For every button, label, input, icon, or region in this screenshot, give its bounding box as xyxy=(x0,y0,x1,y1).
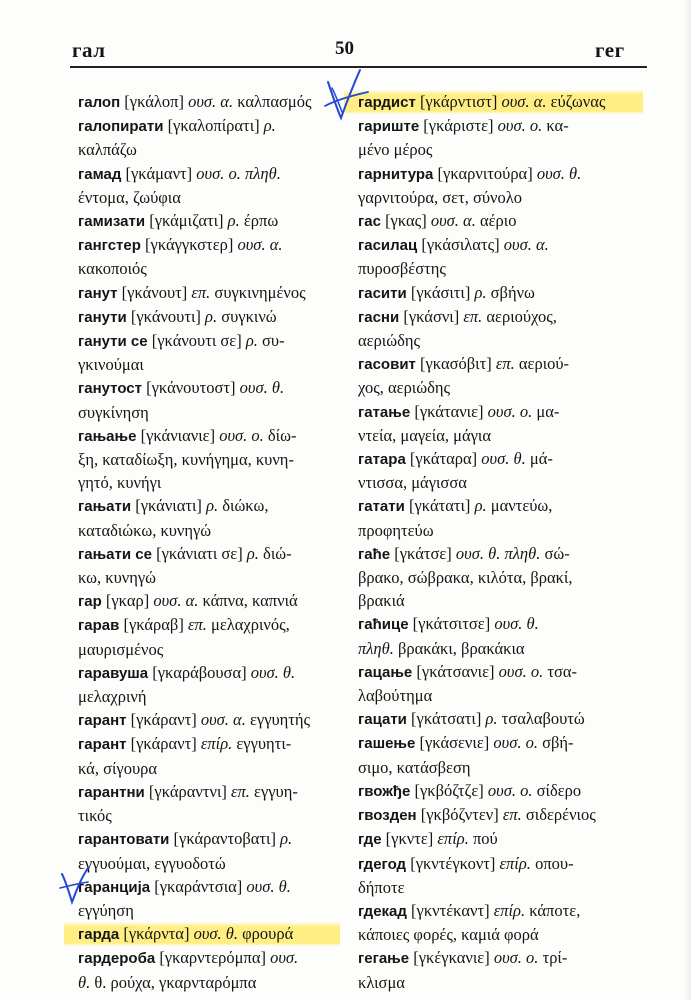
entry-grammar-abbrev: επίρ. xyxy=(200,734,233,754)
entry-transliteration: [γκάτανιε] xyxy=(414,401,484,421)
entry-headword: гарантовати xyxy=(78,831,170,849)
entry-translation: διώκω, xyxy=(222,496,269,516)
entry-headword: гањање xyxy=(78,427,137,445)
entry-translation: αέριο xyxy=(479,211,517,231)
entry-headword: ганути се xyxy=(78,333,148,351)
entry-translation: θ. ρούχα, γκαρνταρόμπα xyxy=(94,972,257,992)
entry-grammar-abbrev: επίρ. xyxy=(493,900,526,920)
entry-grammar-abbrev: επ. xyxy=(231,781,250,801)
entry-grammar-abbrev: ουσ. ο. xyxy=(219,425,264,445)
entry-headword: гамизати xyxy=(78,213,146,231)
entry-line xyxy=(358,803,643,827)
entry-translation: γαρνιτούρα, σετ, σύνολο xyxy=(358,187,522,207)
entry-line xyxy=(358,542,643,566)
entry-line xyxy=(78,376,340,400)
entry-continuation xyxy=(78,757,340,780)
entry-line-highlighted xyxy=(64,922,340,946)
entry-headword: гарнитура xyxy=(358,165,434,183)
guide-word-right: гег xyxy=(595,38,625,62)
entry-translation: μένο μέρος xyxy=(358,140,433,160)
entry-grammar-abbrev: πληθ. xyxy=(358,638,394,658)
entry-transliteration: [γκάτατι] xyxy=(408,496,471,516)
entry-translation: δήποτε xyxy=(358,877,405,897)
entry-grammar-abbrev: ρ. xyxy=(206,496,219,516)
entry-translation: χος, αεριώδης xyxy=(358,378,451,398)
entry-translation: μαντεύω, xyxy=(490,496,553,516)
entry-continuation xyxy=(78,519,340,542)
entry-translation: συγκίνηση xyxy=(78,402,149,422)
entry-continuation xyxy=(358,589,643,612)
entry-line xyxy=(358,827,643,851)
entry-grammar-abbrev: ρ. xyxy=(227,211,240,231)
entry-translation: συγκινημένος xyxy=(214,282,306,302)
entry-transliteration: [γκάμαντ] xyxy=(125,163,193,183)
entry-line xyxy=(78,281,340,305)
entry-continuation xyxy=(78,685,340,708)
entry-line xyxy=(78,780,340,804)
entry-translation: κλισμα xyxy=(358,972,405,992)
entry-translation: καλπάζω xyxy=(78,140,137,160)
entry-transliteration: [γκάγγκστερ] xyxy=(145,235,234,255)
entry-translation: μαυρισμένος xyxy=(78,639,164,659)
entry-continuation xyxy=(358,876,643,899)
entry-grammar-abbrev: ουσ. θ. xyxy=(250,662,296,682)
entry-translation: βρακο, σώβρακα, κιλότα, βρακί, xyxy=(358,568,573,588)
entry-continuation xyxy=(358,684,643,707)
entry-headword: гардероба xyxy=(78,950,156,968)
entry-grammar-abbrev: ουσ. ο. xyxy=(493,948,539,968)
entry-line xyxy=(78,732,340,756)
entry-transliteration: [γκασόβιτ] xyxy=(420,354,492,374)
entry-grammar-abbrev: ουσ. ο. xyxy=(487,401,533,421)
entry-transliteration: [γκάνουτοστ] xyxy=(146,378,236,398)
entry-translation: εγγυητής xyxy=(249,710,311,730)
entry-headword: где xyxy=(358,831,382,849)
entry-headword: ганут xyxy=(78,284,118,302)
entry-grammar-abbrev: ουσ. α. xyxy=(188,92,234,111)
entry-grammar-abbrev: επίρ. xyxy=(499,853,531,873)
entry-line xyxy=(358,946,643,970)
entry-translation: καλπασμός xyxy=(237,92,312,111)
entry-translation: κακοποιός xyxy=(78,259,147,279)
entry-translation: κάπνα, καπνιά xyxy=(202,591,298,611)
entry-translation: αεριού- xyxy=(518,354,570,374)
entry-headword: гасни xyxy=(358,308,400,326)
entry-transliteration: [γκάνιατι σε] xyxy=(156,543,243,563)
entry-translation: συ- xyxy=(262,331,285,351)
entry-transliteration: [γκντέκαντ] xyxy=(411,900,490,920)
entry-translation: μελαχρινή xyxy=(78,687,147,707)
entry-continuation xyxy=(358,923,643,946)
entry-line xyxy=(78,424,340,448)
entry-transliteration: [γκάσενιε] xyxy=(419,733,490,753)
entry-line xyxy=(358,660,643,684)
entry-translation: κάποτε, xyxy=(529,900,581,920)
entry-headword: гамад xyxy=(78,165,122,183)
entry-transliteration: [γκβόζτζε] xyxy=(414,780,484,800)
entry-transliteration: [γκντε] xyxy=(385,829,434,849)
entry-translation: φρουρά xyxy=(242,924,294,944)
entry-line xyxy=(78,946,340,970)
entry-headword: гањати се xyxy=(78,545,152,563)
entry-line xyxy=(78,90,340,114)
entry-translation: σιμο, κατάσβεση xyxy=(358,757,471,777)
entry-headword: гарда xyxy=(78,926,120,944)
entry-headword: гдегод xyxy=(358,855,407,873)
entry-translation: λαβούτημα xyxy=(358,686,433,706)
scan-edge-shadow xyxy=(683,0,691,1000)
entry-transliteration: [γκάνουτι σε] xyxy=(151,331,242,351)
entry-translation: εγγύηση xyxy=(78,900,134,920)
entry-grammar-abbrev: ουσ. α. xyxy=(503,235,549,255)
entry-translation: αεριούχος, xyxy=(486,306,557,326)
entry-grammar-abbrev: επίρ. xyxy=(437,829,469,849)
entry-headword: гдекад xyxy=(358,902,407,920)
entry-translation: ντισσα, μάγισσα xyxy=(358,473,467,493)
entry-headword: гацати xyxy=(358,711,407,729)
entry-transliteration: [γκάνιατι] xyxy=(135,496,202,516)
entry-grammar-abbrev: ουσ. α. xyxy=(501,92,547,111)
entry-continuation xyxy=(78,638,340,661)
entry-grammar-abbrev: επ. xyxy=(463,306,483,326)
entry-transliteration: [γκαλοπίρατι] xyxy=(167,116,260,136)
entry-translation: εγγυούμαι, εγγυοδοτώ xyxy=(78,853,226,873)
entry-line xyxy=(358,162,643,186)
entry-translation: προφητεύω xyxy=(358,520,434,540)
entry-translation: βρακιά xyxy=(358,591,405,611)
entry-transliteration: [γκάσνι] xyxy=(403,306,460,326)
entry-grammar-abbrev: ουσ. α. xyxy=(430,211,476,231)
entry-continuation xyxy=(358,376,643,399)
entry-continuation xyxy=(78,448,340,471)
header-rule xyxy=(70,66,647,68)
right-column xyxy=(358,90,643,994)
entry-grammar-abbrev: επ. xyxy=(502,805,522,825)
entry-line xyxy=(78,233,340,257)
entry-grammar-abbrev: ουσ. ο. xyxy=(487,780,533,800)
entry-headword: гарав xyxy=(78,617,120,635)
entry-continuation xyxy=(78,257,340,280)
entry-line xyxy=(358,494,643,518)
entry-transliteration: [γκάτσιτσε] xyxy=(412,614,491,634)
entry-continuation xyxy=(358,519,643,542)
entry-grammar-abbrev: ουσ. α. xyxy=(237,235,283,255)
entry-grammar-abbrev: ουσ. α. xyxy=(200,710,246,730)
entry-translation: τσα- xyxy=(547,661,578,681)
entry-headword: ганутост xyxy=(78,380,142,398)
entry-line xyxy=(358,400,643,424)
entry-continuation xyxy=(78,804,340,827)
entry-line xyxy=(78,542,340,566)
entry-translation: αεριώδης xyxy=(358,331,421,351)
entry-grammar-abbrev: επ. xyxy=(495,354,515,374)
entry-headword: галоп xyxy=(78,94,121,111)
entry-line xyxy=(78,305,340,329)
entry-translation: σίδερο xyxy=(536,780,582,800)
entry-continuation xyxy=(358,471,643,494)
entry-continuation xyxy=(358,971,643,994)
entry-transliteration: [γκαρ] xyxy=(105,591,150,611)
entry-grammar-abbrev: ουσ. ο. xyxy=(498,661,544,681)
entry-continuation xyxy=(78,138,340,161)
entry-continuation xyxy=(78,186,340,209)
entry-headword: ганути xyxy=(78,308,127,326)
entry-grammar-abbrev: ρ. xyxy=(263,116,276,136)
entry-continuation xyxy=(358,566,643,589)
entry-line xyxy=(78,589,340,613)
left-column xyxy=(78,90,340,994)
entry-transliteration: [γκάνουτι] xyxy=(130,306,201,326)
entry-grammar-abbrev: ρ. xyxy=(246,543,259,563)
entry-headword: гегање xyxy=(358,950,410,968)
entry-translation: σιδερένιος xyxy=(525,805,596,825)
entry-line xyxy=(358,233,643,257)
entry-headword: гањати xyxy=(78,498,132,516)
entry-continuation xyxy=(78,353,340,376)
entry-translation: σώ- xyxy=(544,543,570,563)
entry-translation: τρί- xyxy=(542,948,568,968)
entry-translation: βρακάκι, βρακάκια xyxy=(397,638,525,658)
entry-headword: гаравуша xyxy=(78,664,149,682)
entry-headword: гаћице xyxy=(358,616,409,634)
entry-translation: μελαχρινός, xyxy=(210,615,290,635)
entry-headword: гарант xyxy=(78,712,127,730)
entry-translation: σβή- xyxy=(542,733,574,753)
entry-continuation xyxy=(358,424,643,447)
entry-translation: εύζωνας xyxy=(550,92,606,111)
entry-line xyxy=(78,613,340,637)
entry-line xyxy=(358,612,643,636)
entry-continuation xyxy=(78,401,340,424)
entry-grammar-abbrev: ουσ. θ. xyxy=(239,378,285,398)
entry-line xyxy=(78,329,340,353)
entry-line xyxy=(78,494,340,518)
entry-grammar-abbrev: ουσ. ο. πληθ. xyxy=(196,163,281,183)
entry-headword: гасити xyxy=(358,284,407,302)
entry-line xyxy=(358,852,643,876)
entry-headword: галопирати xyxy=(78,118,164,136)
entry-translation: ντεία, μαγεία, μάγια xyxy=(358,425,491,445)
entry-line xyxy=(358,899,643,923)
entry-grammar-abbrev: ρ. xyxy=(474,282,487,302)
entry-continuation xyxy=(358,186,643,209)
entry-grammar-abbrev: ρ. xyxy=(245,331,258,351)
entry-translation: έντομα, ζωύφια xyxy=(78,187,181,207)
entry-translation: πυροσβέστης xyxy=(358,259,446,279)
entry-grammar-abbrev: ρ. xyxy=(280,829,293,849)
entry-line xyxy=(358,305,643,329)
entry-translation: πού xyxy=(472,829,498,849)
entry-translation: έρπω xyxy=(243,211,279,231)
entry-headword: гардист xyxy=(358,94,416,111)
entry-translation: κα- xyxy=(546,116,569,136)
entry-transliteration: [γκάταρα] xyxy=(409,449,478,469)
entry-translation: κω, κυνηγώ xyxy=(78,568,157,588)
entry-translation: γκινούμαι xyxy=(78,355,144,375)
entry-grammar-abbrev: ουσ. xyxy=(270,948,299,968)
entry-line xyxy=(358,114,643,138)
entry-line xyxy=(358,447,643,471)
entry-headword: гвожђе xyxy=(358,782,411,800)
entry-headword: гарант xyxy=(78,736,127,754)
entry-headword: гаранција xyxy=(78,878,151,896)
entry-transliteration: [γκαράντσια] xyxy=(154,876,243,896)
entry-transliteration: [γκάνουτ] xyxy=(121,282,188,302)
entry-translation: καταδιώκω, κυνηγώ xyxy=(78,520,212,540)
entry-transliteration: [γκαρνιτούρα] xyxy=(437,163,533,183)
entry-line xyxy=(78,209,340,233)
entry-transliteration: [γκάλοπ] xyxy=(124,92,184,111)
entry-translation: μα- xyxy=(536,401,560,421)
entry-continuation xyxy=(358,329,643,352)
entry-continuation xyxy=(78,471,340,494)
entry-transliteration: [γκάτσε] xyxy=(394,543,452,563)
entry-grammar-abbrev: ουσ. θ. xyxy=(494,614,539,634)
entry-transliteration: [γκάτσατι] xyxy=(411,709,482,729)
entry-line xyxy=(358,731,643,755)
entry-transliteration: [γκντέγκοντ] xyxy=(410,853,496,873)
entry-transliteration: [γκάνιανιε] xyxy=(140,425,216,445)
entry-transliteration: [γκαράβουσα] xyxy=(152,662,247,682)
entry-line xyxy=(358,707,643,731)
entry-grammar-abbrev: ουσ. θ. xyxy=(481,449,526,469)
entry-transliteration: [γκάραβ] xyxy=(123,615,184,635)
entry-translation: συγκινώ xyxy=(221,306,277,326)
entry-line xyxy=(358,209,643,233)
entry-headword: гашење xyxy=(358,735,416,753)
entry-line xyxy=(78,827,340,851)
entry-headword: гасилац xyxy=(358,237,418,255)
entry-transliteration: [γκας] xyxy=(385,211,427,231)
entry-translation: τικός xyxy=(78,806,112,826)
guide-word-left: гал xyxy=(72,38,106,62)
entry-grammar-abbrev: ρ. xyxy=(205,306,218,326)
entry-translation: γητό, κυνήγι xyxy=(78,473,162,493)
entry-transliteration: [γκάραντοβατι] xyxy=(173,829,276,849)
entry-grammar-abbrev: θ. xyxy=(78,972,91,992)
entry-line xyxy=(78,875,340,899)
entry-continuation xyxy=(78,566,340,589)
entry-translation: δίω- xyxy=(267,425,297,445)
entry-grammar-abbrev: ουσ. θ. πληθ. xyxy=(455,543,541,563)
entry-transliteration: [γκάρντα] xyxy=(123,924,190,944)
entry-grammar-abbrev: ουσ. θ. xyxy=(193,924,239,944)
entry-transliteration: [γκαρντερόμπα] xyxy=(159,948,266,968)
entry-headword: гангстер xyxy=(78,237,141,255)
entry-translation: σβήνω xyxy=(490,282,535,302)
entry-headword: гариште xyxy=(358,118,420,136)
entry-translation: εγγυητι- xyxy=(236,734,292,754)
entry-transliteration: [γκάμιζατι] xyxy=(149,211,224,231)
entry-translation: κά, σίγουρα xyxy=(78,758,157,778)
entry-line xyxy=(78,162,340,186)
entry-grammar-abbrev: επ. xyxy=(191,282,211,302)
entry-grammar-abbrev: ουσ. ο. xyxy=(497,116,543,136)
entry-line xyxy=(78,114,340,138)
entry-line xyxy=(358,352,643,376)
entry-line xyxy=(78,661,340,685)
entry-headword: гас xyxy=(358,213,381,231)
entry-transliteration: [γκάρντιστ] xyxy=(419,92,498,111)
entry-headword: гарантни xyxy=(78,783,145,801)
entry-translation: ξη, καταδίωξη, κυνήγημα, κυνη- xyxy=(78,450,294,470)
entry-headword: гвозден xyxy=(358,807,417,825)
entry-transliteration: [γκάραντνι] xyxy=(148,781,227,801)
entry-continuation xyxy=(78,971,340,994)
entry-grammar-abbrev: ουσ. α. xyxy=(153,591,199,611)
entry-grammar-abbrev: επ. xyxy=(187,615,207,635)
entry-transliteration: [γκάσιλατς] xyxy=(421,235,500,255)
entry-transliteration: [γκάραντ] xyxy=(130,710,197,730)
entry-continuation xyxy=(358,138,643,161)
entry-transliteration: [γκάσιτι] xyxy=(410,282,471,302)
entry-transliteration: [γκάτσανιε] xyxy=(416,661,495,681)
entry-line xyxy=(358,281,643,305)
entry-translation: εγγυη- xyxy=(254,781,298,801)
entry-continuation xyxy=(358,756,643,779)
entry-grammar-abbrev: ουσ. θ. xyxy=(246,876,291,896)
entry-translation: οπου- xyxy=(535,853,574,873)
entry-line xyxy=(358,779,643,803)
entry-headword: гатање xyxy=(358,403,411,421)
entry-grammar-abbrev: ρ. xyxy=(474,496,487,516)
entry-translation: διώ- xyxy=(263,543,292,563)
entry-grammar-abbrev: ουσ. ο. xyxy=(493,733,538,753)
entry-continuation xyxy=(78,899,340,922)
entry-headword: гаће xyxy=(358,545,391,563)
page-number: 50 xyxy=(335,38,354,59)
entry-translation: μά- xyxy=(529,449,553,469)
entry-headword: гатати xyxy=(358,498,405,516)
entry-transliteration: [γκάριστε] xyxy=(423,116,494,136)
entry-transliteration: [γκέγκανιε] xyxy=(413,948,490,968)
entry-transliteration: [γκβόζντεν] xyxy=(420,805,499,825)
entry-translation: τσαλαβουτώ xyxy=(501,709,585,729)
entry-headword: гацање xyxy=(358,663,413,681)
entry-headword: гатара xyxy=(358,451,406,469)
entry-continuation xyxy=(78,852,340,875)
entry-continuation xyxy=(358,257,643,280)
entry-line xyxy=(78,708,340,732)
entry-translation: κάποιες φορές, καμιά φορά xyxy=(358,925,539,945)
entry-grammar-abbrev: ρ. xyxy=(485,709,498,729)
entry-headword: гар xyxy=(78,593,102,611)
entry-continuation xyxy=(358,637,643,660)
entry-headword: гасовит xyxy=(358,356,416,374)
entry-transliteration: [γκάραντ] xyxy=(130,734,197,754)
entry-line-highlighted xyxy=(344,90,643,114)
entry-grammar-abbrev: ουσ. θ. xyxy=(536,163,582,183)
